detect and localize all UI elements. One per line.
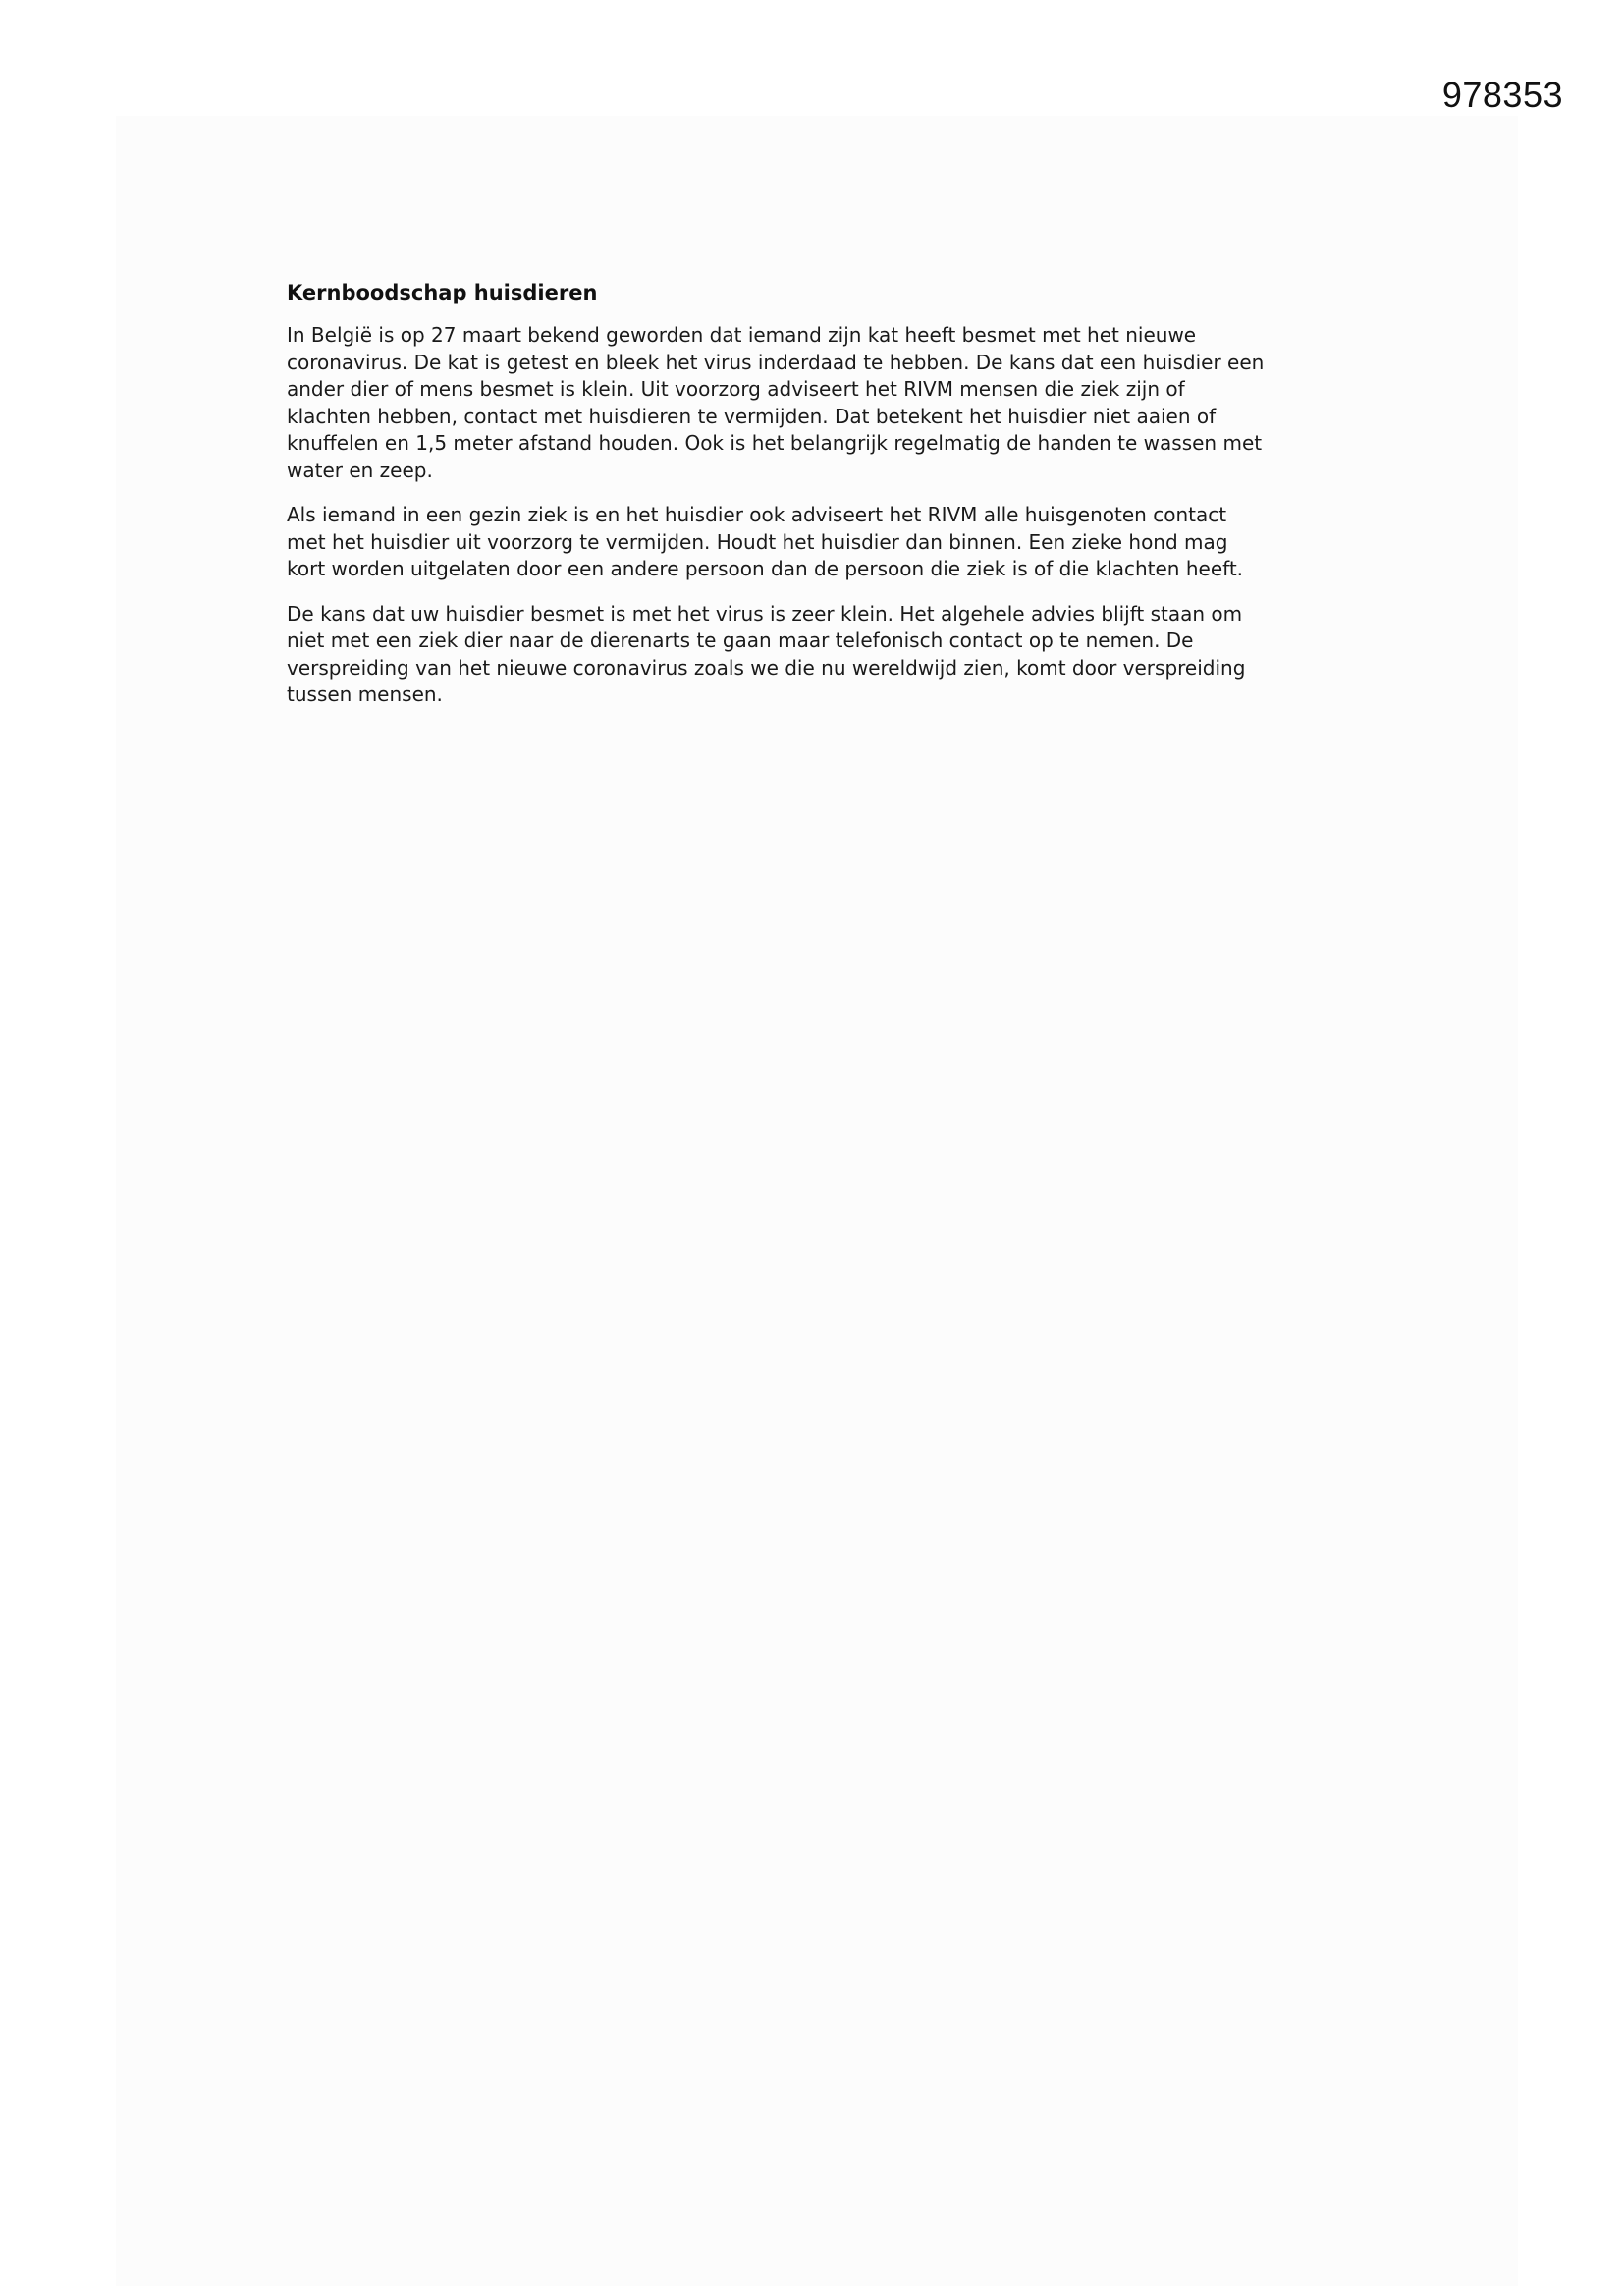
paragraph-line: klachten hebben, contact met huisdieren te vermijden. Dat betekent het huisdier niet aaien of (287, 404, 1217, 428)
paragraph-1 (287, 322, 1367, 484)
paragraph-line: In België is op 27 maart bekend geworden dat iemand zijn kat heeft besmet met het nieuwe (287, 323, 1197, 347)
paragraph-line: De kans dat uw huisdier besmet is met het virus is zeer klein. Het algehele advies blijft staan om (287, 601, 1243, 626)
paragraph-line: kort worden uitgelaten door een andere persoon dan de persoon die ziek is of die klachten heeft. (287, 557, 1244, 580)
paragraph-2 (287, 502, 1367, 583)
paragraph-line: coronavirus. De kat is getest en bleek het virus inderdaad te hebben. De kans dat een huisdier een (287, 350, 1265, 374)
paragraph-line: water en zeep. (287, 458, 433, 482)
section-heading: Kernboodschap huisdieren (287, 281, 598, 304)
paragraph-line: Als iemand in een gezin ziek is en het huisdier ook adviseert het RIVM alle huisgenoten contact (287, 503, 1227, 526)
paragraph-line: ander dier of mens besmet is klein. Uit voorzorg adviseert het RIVM mensen die ziek zijn of (287, 377, 1185, 401)
paragraph-line: verspreiding van het nieuwe coronavirus zoals we die nu wereldwijd zien, komt door verspreiding (287, 655, 1246, 680)
paragraph-line: tussen mensen. (287, 683, 443, 706)
paragraph-line: met het huisdier uit voorzorg te vermijden. Houdt het huisdier dan binnen. Een zieke hond mag (287, 529, 1228, 554)
paragraph-3 (287, 601, 1367, 709)
document-number: 978353 (1441, 75, 1563, 115)
paragraph-line: niet met een ziek dier naar de dierenarts te gaan maar telefonisch contact op te nemen. De (287, 629, 1194, 652)
document-body (287, 281, 1367, 727)
paragraph-line: knuffelen en 1,5 meter afstand houden. Ook is het belangrijk regelmatig de handen te wassen met (287, 431, 1263, 455)
